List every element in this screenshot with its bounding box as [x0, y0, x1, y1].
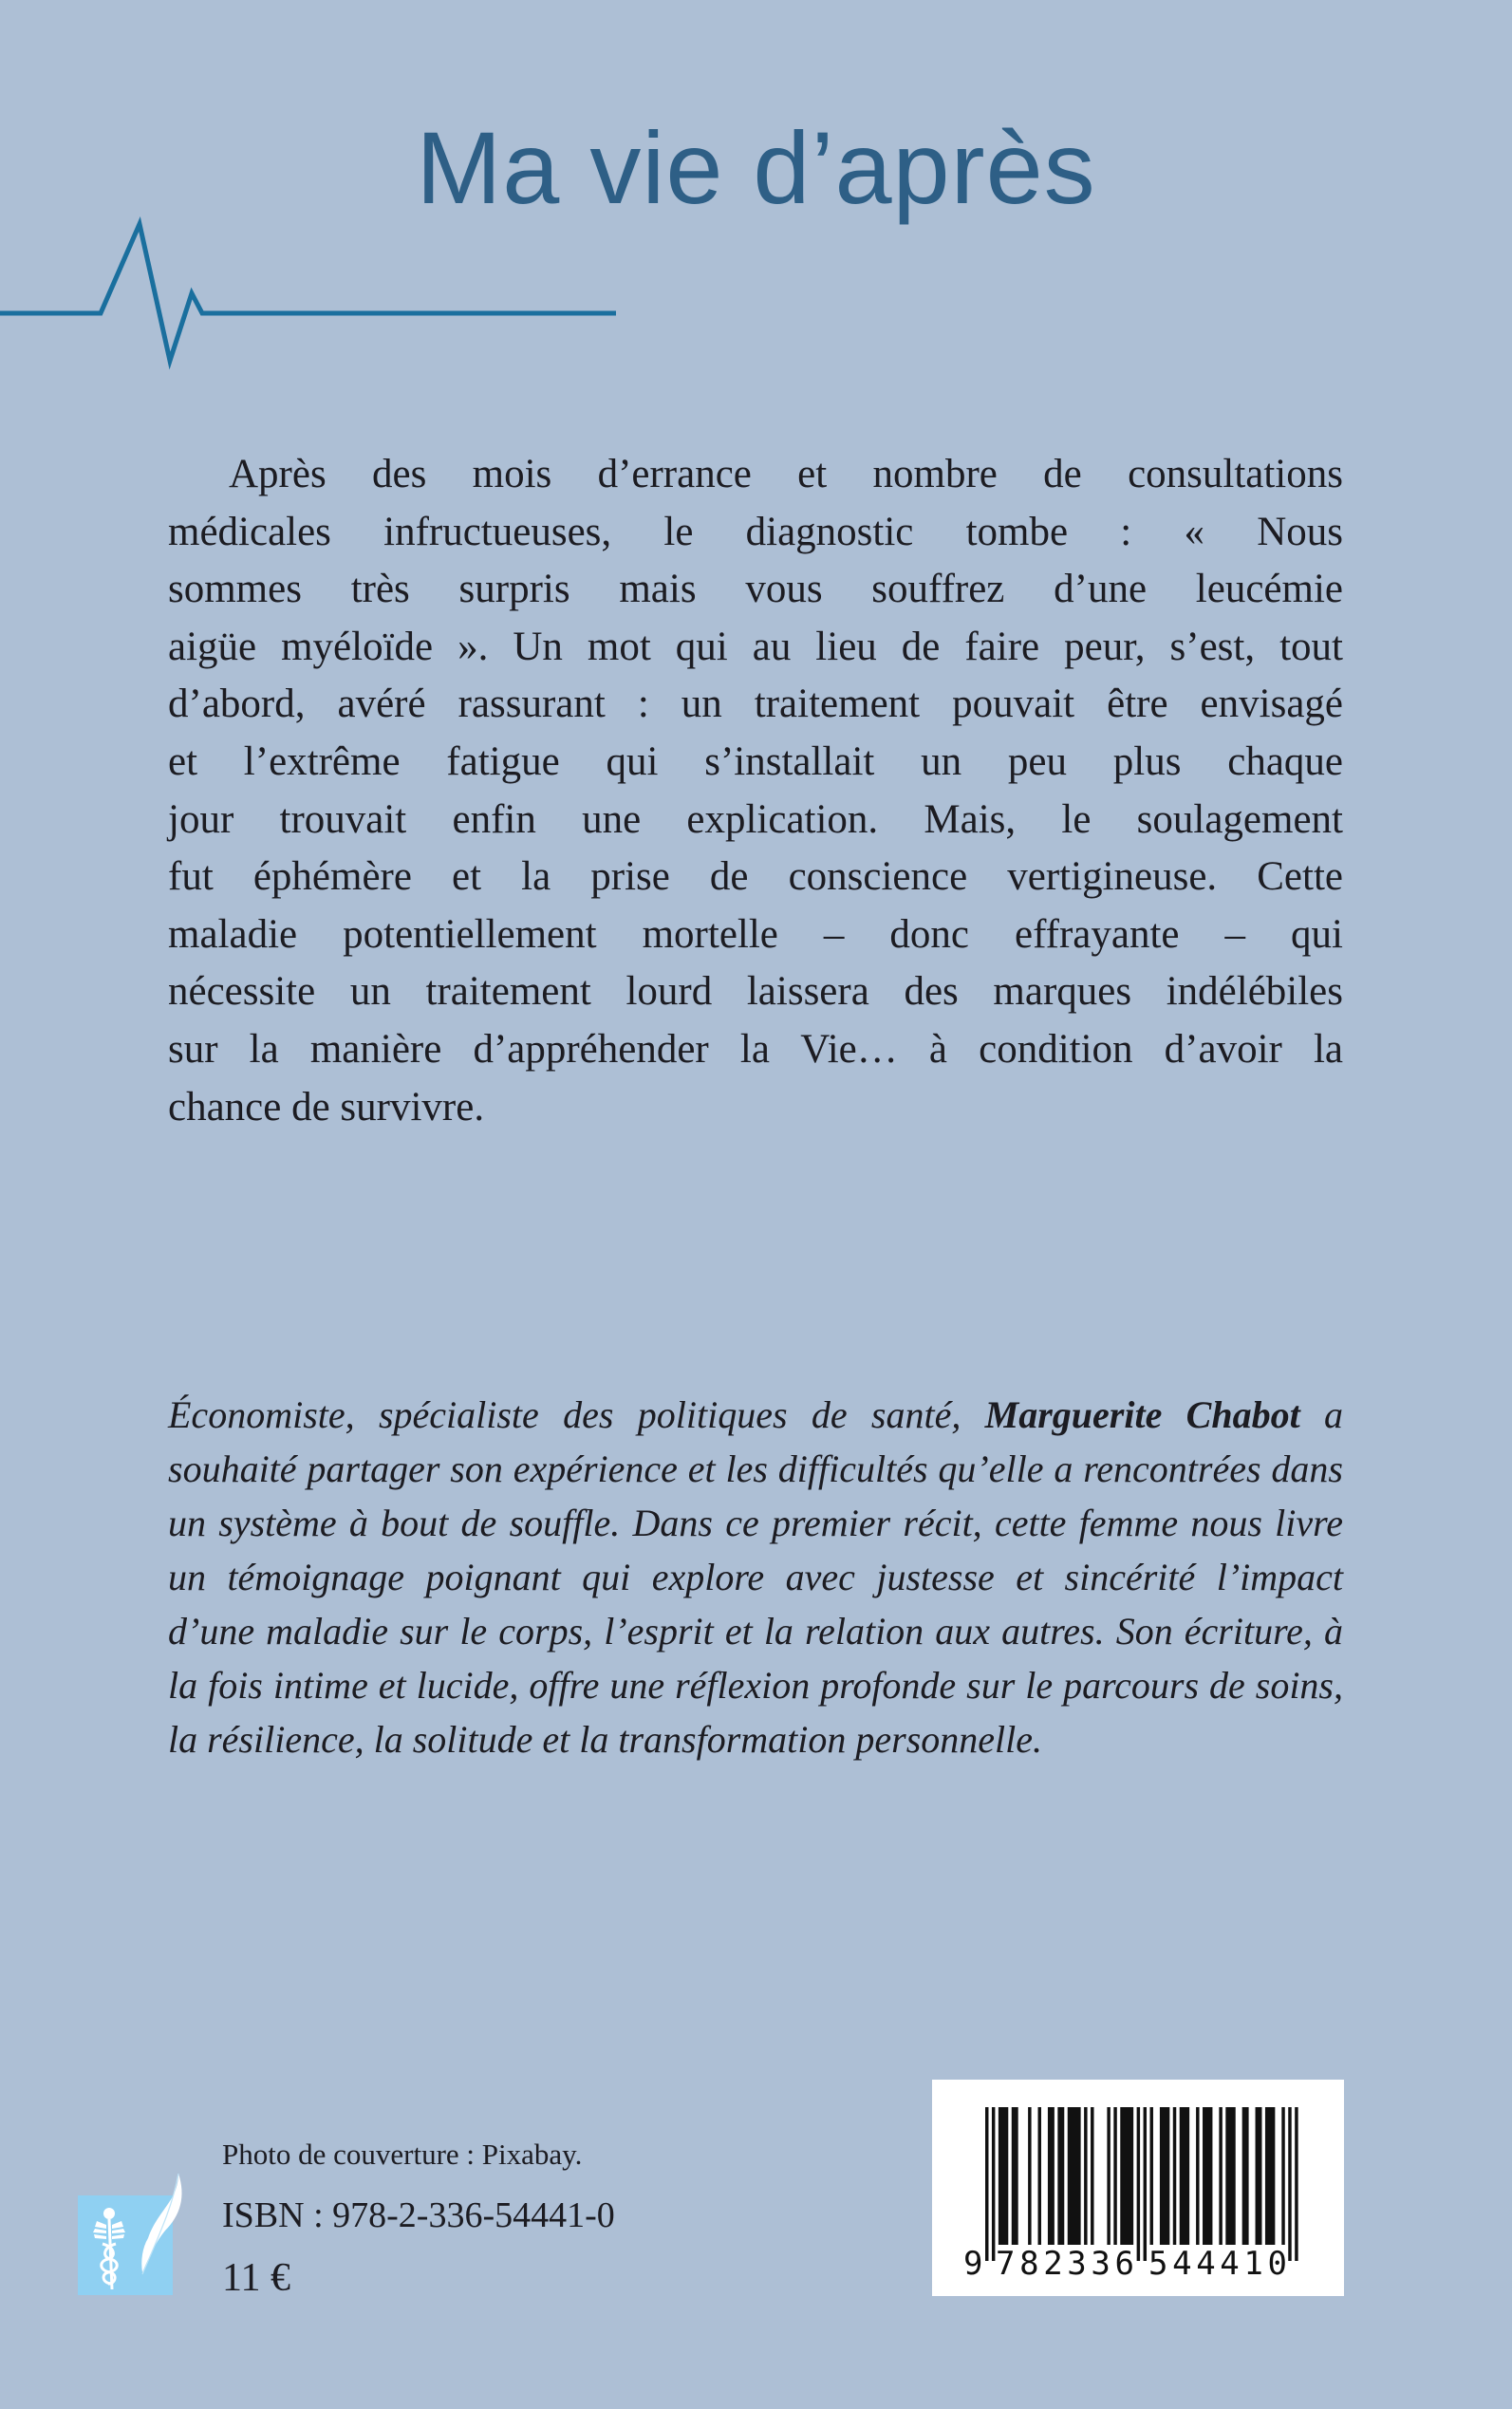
bio-line: un témoignage poignant qui explore avec justesse et sincérité l’impact	[168, 1556, 1343, 1598]
barcode-bar	[1107, 2107, 1110, 2245]
barcode-bar	[1203, 2107, 1212, 2245]
barcode-guard-bar	[1137, 2107, 1140, 2261]
barcode-bar	[1038, 2107, 1041, 2245]
barcode-bar	[1068, 2107, 1081, 2245]
bio-line: d’une maladie sur le corps, l’esprit et la relation aux autres. Son écriture, à	[168, 1610, 1343, 1653]
bio-line: souhaité partager son expérience et les difficultés qu’elle a rencontrées dans	[168, 1447, 1343, 1490]
barcode-bar	[1057, 2107, 1064, 2245]
bio-line	[168, 1388, 1343, 1442]
isbn-barcode	[932, 2080, 1344, 2296]
barcode-right-digits: 544410	[1148, 2245, 1287, 2283]
barcode-bar	[1160, 2107, 1169, 2245]
bio-line: la résilience, la solitude et la transformation personnelle.	[168, 1718, 1043, 1761]
barcode-bars	[932, 2080, 1344, 2296]
barcode-bar	[1084, 2107, 1087, 2245]
barcode-bar	[1120, 2107, 1133, 2245]
summary-line: et l’extrême fatigue qui s’installait un peu plus chaque	[168, 738, 1343, 784]
barcode-bar	[1225, 2107, 1235, 2245]
barcode-bar-group	[985, 2107, 1298, 2261]
isbn-label: ISBN : 978-2-336-54441-0	[222, 2195, 615, 2235]
barcode-bar	[1091, 2107, 1093, 2245]
summary-line: fut éphémère et la prise de conscience vertigineuse. Cette	[168, 854, 1343, 900]
barcode-first-digit: 9	[963, 2245, 983, 2283]
author-name: Marguerite Chabot	[984, 1393, 1300, 1436]
bio-line: un système à bout de souffle. Dans ce premier récit, cette femme nous livre	[168, 1502, 1343, 1544]
summary-line: chance de survivre.	[168, 1084, 485, 1130]
barcode-bar	[1256, 2107, 1262, 2245]
summary-line: nécessite un traitement lourd laissera des marques indélébiles	[168, 969, 1343, 1015]
barcode-bar	[1242, 2107, 1249, 2245]
barcode-bar	[1196, 2107, 1199, 2245]
cover-photo-credit: Photo de couverture : Pixabay.	[222, 2138, 583, 2171]
barcode-bar	[1180, 2107, 1189, 2245]
summary-line: Après des mois d’errance et nombre de consultations	[229, 452, 1343, 496]
author-bio-paragraph	[168, 1388, 1343, 1766]
barcode-guard-bar	[992, 2107, 995, 2261]
publisher-logo	[74, 2168, 188, 2301]
price-label: 11 €	[222, 2256, 290, 2300]
summary-paragraph	[168, 446, 1343, 1136]
barcode-bar	[1281, 2107, 1284, 2245]
logo-square	[78, 2195, 173, 2295]
heartbeat-polyline	[0, 224, 616, 361]
barcode-bar	[1219, 2107, 1222, 2245]
barcode-bar	[1012, 2107, 1018, 2245]
barcode-left-digits: 782336	[996, 2245, 1134, 2283]
summary-line: d’abord, avéré rassurant : un traitement pouvait être envisagé	[168, 682, 1343, 727]
barcode-bar	[1150, 2107, 1153, 2245]
barcode-bar	[1173, 2107, 1176, 2245]
heartbeat-line-icon	[0, 209, 626, 370]
barcode-bar	[999, 2107, 1008, 2245]
summary-line: maladie potentiellement mortelle – donc effrayante – qui	[168, 911, 1343, 957]
bio-line-suffix: a	[1299, 1393, 1344, 1436]
barcode-guard-bar	[985, 2107, 988, 2261]
barcode-bar	[1113, 2107, 1116, 2245]
bio-line: la fois intime et lucide, offre une réflexion profonde sur le parcours de soins,	[168, 1664, 1343, 1707]
book-title: Ma vie d’après	[416, 110, 1096, 225]
barcode-guard-bar	[1295, 2107, 1297, 2261]
barcode-bar	[1028, 2107, 1031, 2245]
bio-line-prefix: Économiste, spécialiste des politiques de santé,	[168, 1393, 985, 1436]
summary-line: jour trouvait enfin une explication. Mais, le soulagement	[168, 796, 1343, 842]
barcode-bar	[1048, 2107, 1055, 2245]
summary-line: aigüe myéloïde ». Un mot qui au lieu de faire peur, s’est, tout	[168, 624, 1343, 669]
barcode-guard-bar	[1288, 2107, 1291, 2261]
barcode-guard-bar	[1144, 2107, 1147, 2261]
summary-line: sur la manière d’appréhender la Vie… à condition d’avoir la	[168, 1026, 1343, 1072]
summary-line: médicales infructueuses, le diagnostic tombe : « Nous	[168, 509, 1343, 554]
barcode-bar	[1265, 2107, 1275, 2245]
summary-line: sommes très surpris mais vous souffrez d’une leucémie	[168, 567, 1343, 612]
